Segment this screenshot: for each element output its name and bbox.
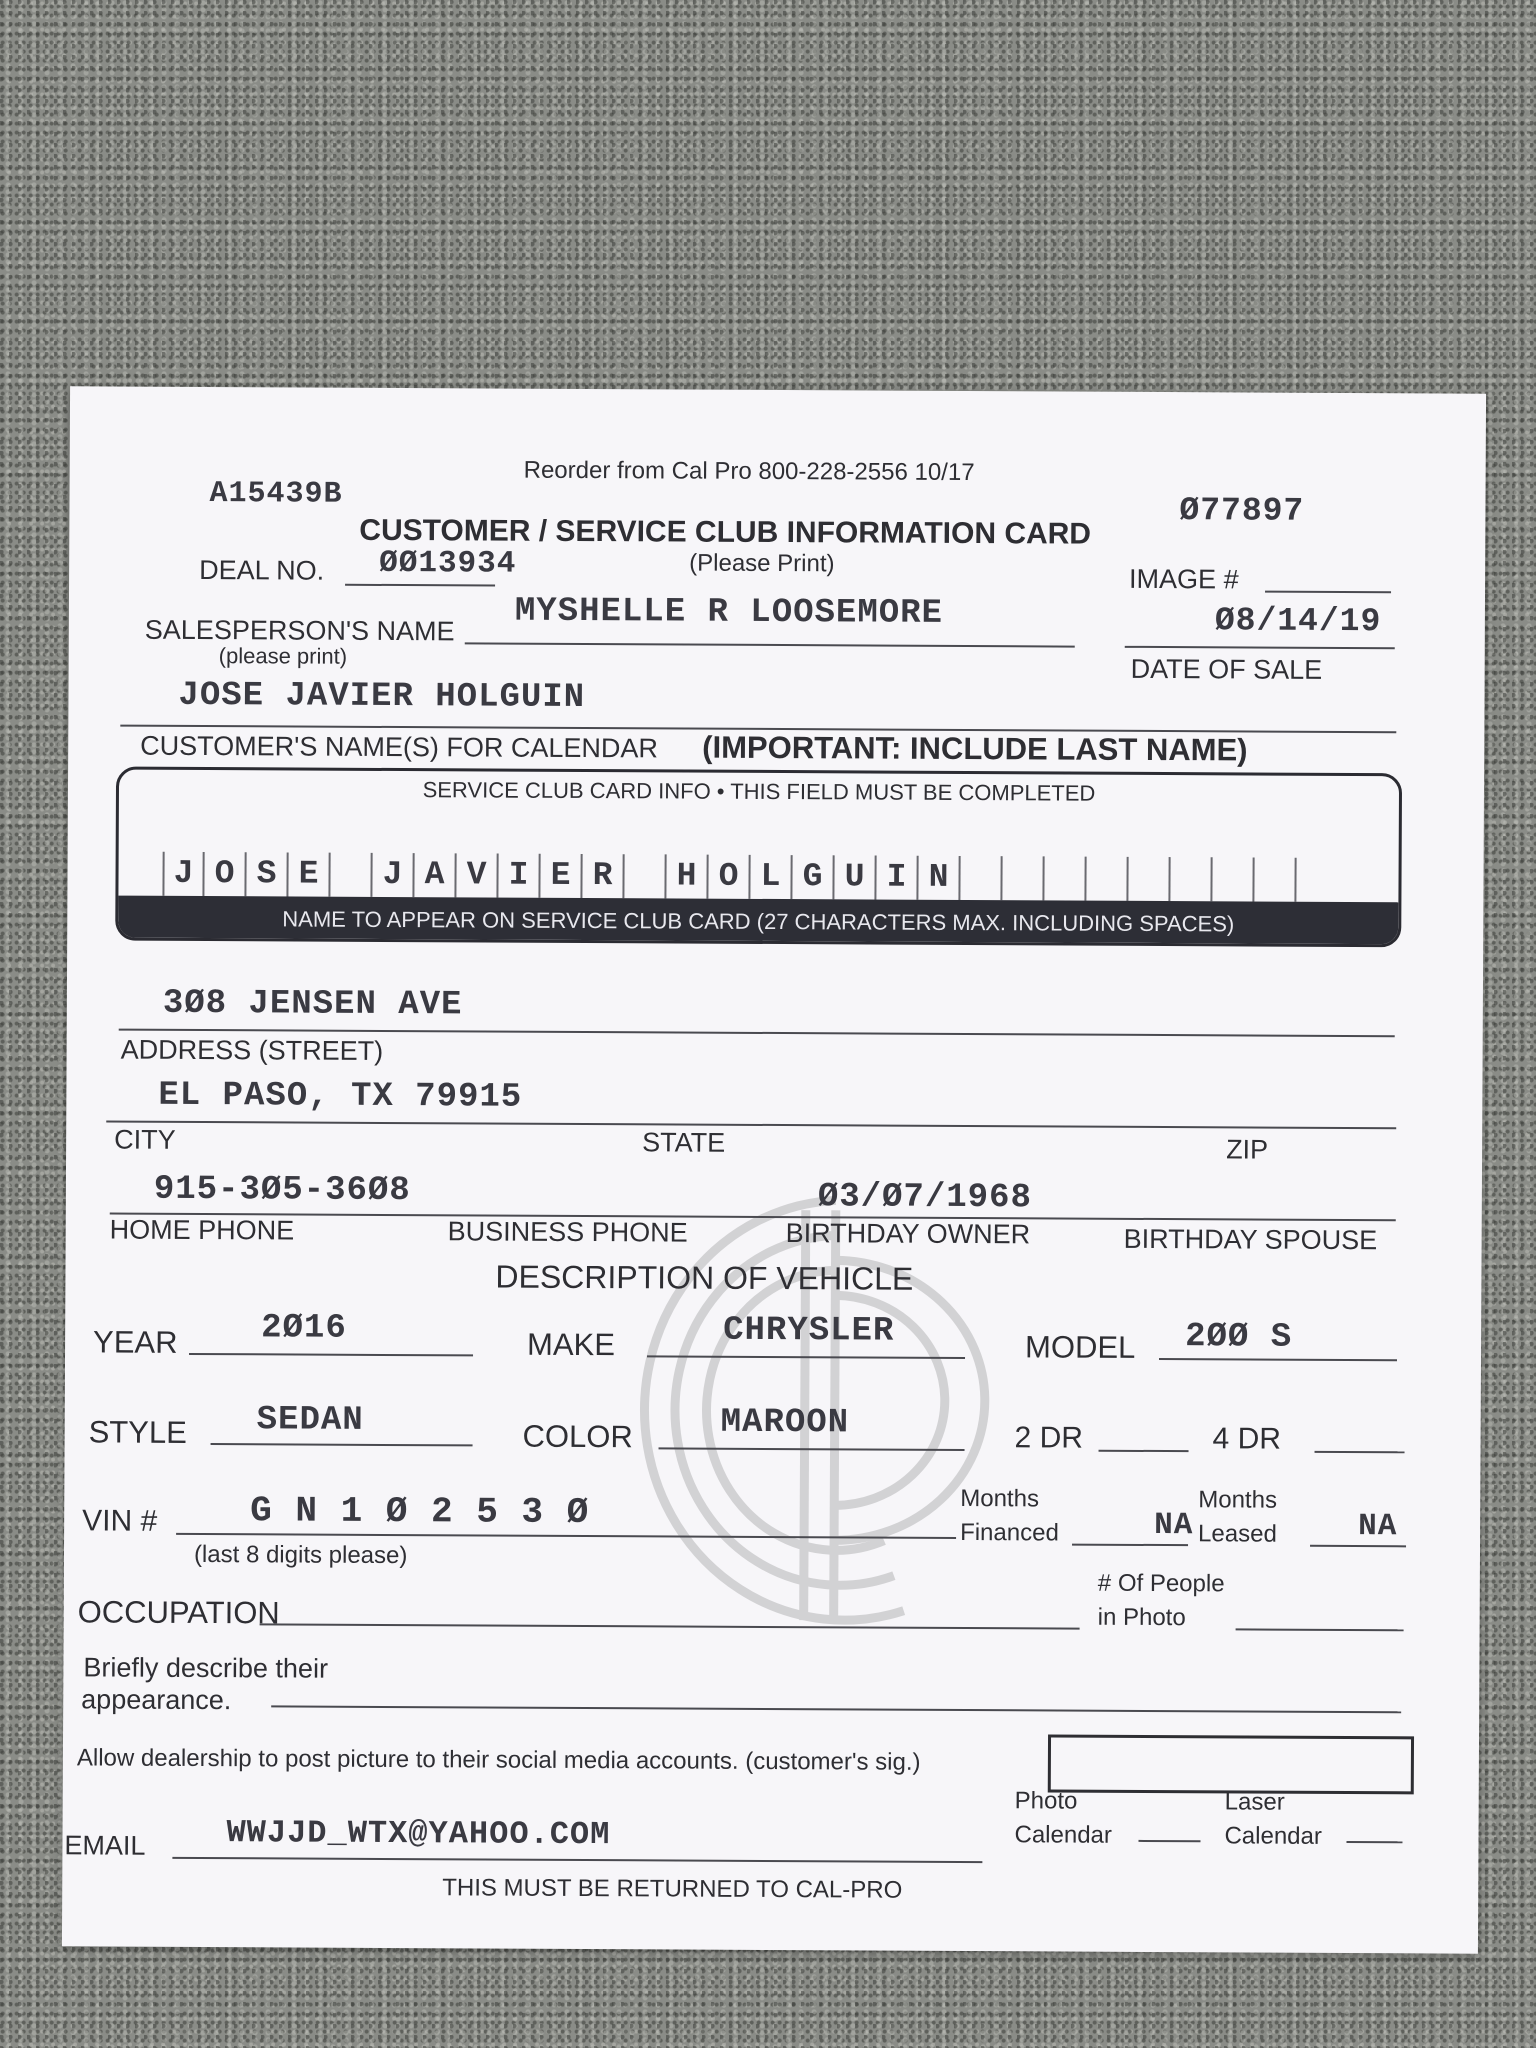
customer-name-value[interactable]: JOSE JAVIER HOLGUIN	[178, 676, 586, 718]
four-door-label: 4 DR	[1212, 1422, 1282, 1456]
name-cell[interactable]	[1044, 856, 1086, 900]
name-cell[interactable]	[1212, 857, 1254, 901]
vehicle-heading: DESCRIPTION OF VEHICLE	[495, 1258, 914, 1297]
photo-calendar-label-1: Photo	[1014, 1787, 1078, 1815]
service-club-footer-text: NAME TO APPEAR ON SERVICE CLUB CARD (27 CHARACTERS MAX. INCLUDING SPACES)	[282, 906, 1235, 937]
city-state-zip-value[interactable]: EL PASO, TX 79915	[158, 1076, 523, 1117]
state-label: STATE	[642, 1127, 726, 1158]
vin-value[interactable]: G N 1 Ø 2 5 3 Ø	[250, 1490, 590, 1534]
card-title: CUSTOMER / SERVICE CLUB INFORMATION CARD	[359, 513, 1092, 551]
name-cell[interactable]	[1254, 858, 1296, 902]
name-cell[interactable]	[1086, 857, 1128, 901]
occupation-label: OCCUPATION	[77, 1594, 280, 1631]
months-leased-label: Leased	[1198, 1520, 1277, 1548]
make-label: MAKE	[526, 1326, 616, 1363]
birthday-owner-label: BIRTHDAY OWNER	[785, 1218, 1031, 1250]
model-label: MODEL	[1024, 1329, 1136, 1365]
home-phone-value[interactable]: 915-3Ø5-36Ø8	[153, 1170, 411, 1211]
color-label: COLOR	[522, 1418, 633, 1455]
name-cell[interactable]	[1128, 857, 1170, 901]
name-cell[interactable]: E	[288, 852, 330, 896]
name-cell[interactable]: J	[372, 853, 414, 897]
birthday-spouse-label: BIRTHDAY SPOUSE	[1123, 1223, 1378, 1256]
appearance-label-2: appearance.	[81, 1684, 232, 1716]
name-cell[interactable]	[1170, 857, 1212, 901]
make-value[interactable]: CHRYSLER	[723, 1311, 895, 1351]
service-club-heading: SERVICE CLUB CARD INFO • THIS FIELD MUST BE COMPLETED	[422, 777, 1096, 806]
name-cell[interactable]: G	[792, 855, 834, 899]
include-last-name-note: (IMPORTANT: INCLUDE LAST NAME)	[702, 729, 1248, 768]
please-print-note: (Please Print)	[689, 549, 835, 578]
months-leased-label-top: Months	[1198, 1486, 1278, 1514]
months-leased-value[interactable]: NA	[1358, 1509, 1398, 1545]
name-cell[interactable]: J	[162, 852, 204, 896]
year-label: YEAR	[92, 1324, 178, 1360]
year-value[interactable]: 2Ø16	[261, 1309, 347, 1348]
customer-name-label: CUSTOMER'S NAME(S) FOR CALENDAR	[140, 730, 659, 764]
service-club-name-cells[interactable]	[162, 852, 1296, 902]
zip-label: ZIP	[1226, 1134, 1269, 1165]
email-value[interactable]: WWJJD_WTX@YAHOO.COM	[226, 1814, 611, 1854]
customer-info-card	[62, 386, 1486, 1953]
name-cell[interactable]: I	[876, 856, 918, 900]
two-door-label: 2 DR	[1014, 1421, 1084, 1455]
image-number-label: IMAGE #	[1129, 563, 1239, 595]
name-cell[interactable]: S	[246, 852, 288, 896]
city-label: CITY	[114, 1124, 176, 1155]
style-label: STYLE	[88, 1414, 187, 1450]
laser-calendar-label-2: Calendar	[1224, 1822, 1322, 1850]
name-cell[interactable]	[960, 856, 1002, 900]
deal-no-label: DEAL NO.	[199, 554, 325, 586]
color-value[interactable]: MAROON	[720, 1403, 850, 1443]
birthday-owner-value[interactable]: Ø3/Ø7/1968	[817, 1178, 1033, 1218]
street-label: ADDRESS (STREET)	[120, 1034, 384, 1066]
name-cell[interactable]: O	[708, 855, 750, 899]
name-cell[interactable]: L	[750, 855, 792, 899]
name-cell[interactable]: H	[666, 854, 708, 898]
name-cell[interactable]: I	[498, 854, 540, 898]
months-financed-value[interactable]: NA	[1154, 1507, 1194, 1544]
email-label: EMAIL	[64, 1830, 146, 1861]
social-media-consent-text: Allow dealership to post picture to their social media accounts. (customer's sig.)	[76, 1744, 921, 1776]
months-financed-label: Financed	[960, 1518, 1059, 1547]
business-phone-label: BUSINESS PHONE	[447, 1216, 688, 1248]
name-cell[interactable]: E	[540, 854, 582, 898]
name-cell[interactable]: U	[834, 855, 876, 899]
salesperson-name-value[interactable]: MYSHELLE R LOOSEMORE	[514, 592, 944, 633]
service-club-footer-band	[118, 896, 1398, 945]
form-code: A15439B	[209, 477, 343, 512]
photo-calendar-label-2: Calendar	[1014, 1821, 1112, 1849]
style-value[interactable]: SEDAN	[256, 1401, 364, 1440]
street-value[interactable]: 3Ø8 JENSEN AVE	[162, 984, 463, 1025]
home-phone-label: HOME PHONE	[109, 1214, 295, 1246]
vin-note: (last 8 digits please)	[193, 1540, 408, 1570]
name-cell[interactable]: O	[204, 852, 246, 896]
salesperson-label: SALESPERSON'S NAME	[144, 614, 455, 647]
name-cell[interactable]: A	[414, 853, 456, 897]
name-cell[interactable]	[624, 854, 666, 898]
name-cell[interactable]: V	[456, 853, 498, 897]
return-instruction: THIS MUST BE RETURNED TO CAL-PRO	[442, 1874, 903, 1904]
people-in-photo-label-2: in Photo	[1097, 1603, 1186, 1632]
card-serial-number: Ø77897	[1179, 492, 1305, 530]
vin-label: VIN #	[82, 1504, 158, 1538]
salesperson-sublabel: (please print)	[218, 643, 348, 669]
name-cell[interactable]: N	[918, 856, 960, 900]
laser-calendar-label-1: Laser	[1224, 1788, 1285, 1816]
people-in-photo-label-1: # Of People	[1097, 1569, 1225, 1598]
months-financed-label-top: Months	[960, 1484, 1040, 1513]
date-of-sale-value[interactable]: Ø8/14/19	[1214, 602, 1382, 641]
name-cell[interactable]	[330, 853, 372, 897]
model-value[interactable]: 2ØØ S	[1185, 1318, 1293, 1357]
name-cell[interactable]: R	[582, 854, 624, 898]
customer-signature-box[interactable]	[1048, 1734, 1414, 1794]
service-club-box	[115, 767, 1402, 948]
name-cell[interactable]	[1002, 856, 1044, 900]
deal-no-value[interactable]: ØØ13934	[379, 545, 517, 582]
appearance-label-1: Briefly describe their	[83, 1652, 329, 1684]
reorder-info: Reorder from Cal Pro 800-228-2556 10/17	[523, 456, 975, 487]
date-of-sale-label: DATE OF SALE	[1130, 653, 1323, 685]
